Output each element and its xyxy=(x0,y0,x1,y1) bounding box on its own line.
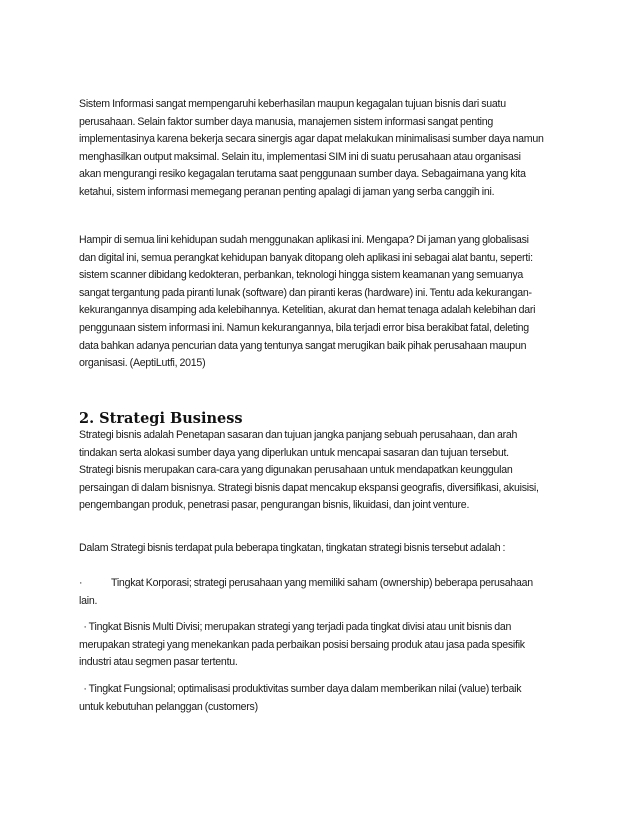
text-line: merupakan strategi yang menekankan pada perbaikan posisi bersaing produk atau jasa pada spesifik xyxy=(79,638,525,651)
text-line: Hampir di semua lini kehidupan sudah menggunakan aplikasi ini. Mengapa? Di jaman yang globalisasi xyxy=(79,234,529,246)
text-line: dan digital ini, semua perangkat kehidupan banyak ditopang oleh aplikasi ini sebagai alat bantu, seperti: xyxy=(79,251,533,264)
bullet-text: Tingkat Korporasi; strategi perusahaan yang memiliki saham (ownership) beberapa perusahaan xyxy=(111,577,533,589)
paragraph-strategi-bisnis xyxy=(79,427,569,515)
text-line: sangat tergantung pada piranti lunak (software) dan piranti keras (hardware) ini. Tentu ada kekurangan- xyxy=(79,286,532,299)
paragraph-hampir-semua-lini xyxy=(79,232,569,373)
bullet-marker: · xyxy=(79,577,83,589)
text-line: implementasinya karena bekerja secara sinergis agar dapat melakukan minimalisasi sumber daya namun xyxy=(79,133,544,146)
text-line: · Tingkat Fungsional; optimalisasi produktivitas sumber daya dalam memberikan nilai (value) terbaik xyxy=(79,683,522,695)
text-line: menghasilkan output maksimal. Selain itu, implementasi SIM ini di suatu perusahaan atau organisasi xyxy=(79,150,521,163)
text-line xyxy=(79,575,569,593)
text-line: akan mengurangi resiko kegagalan terutama saat penggunaan sumber daya. Sebagaimana yang kita xyxy=(79,168,526,181)
paragraph-sistem-informasi xyxy=(79,96,569,202)
text-line: organisasi. (AeptiLutfi, 2015) xyxy=(79,357,206,370)
text-line: Strategi bisnis merupakan cara-cara yang digunakan perusahaan untuk mendapatkan keunggulan xyxy=(79,464,513,477)
text-line: Dalam Strategi bisnis terdapat pula beberapa tingkatan, tingkatan strategi bisnis tersebut adalah : xyxy=(79,542,506,554)
text-line: penggunaan sistem informasi ini. Namun kekurangannya, bila terjadi error bisa berakibat fatal, deleting xyxy=(79,321,529,334)
text-line: Strategi bisnis adalah Penetapan sasaran dan tujuan jangka panjang sebuah perusahaan, dan arah xyxy=(79,429,518,441)
section-heading-strategi-business: 2. Strategi Business xyxy=(79,410,243,427)
text-line: perusahaan. Selain faktor sumber daya manusia, manajemen sistem informasi sangat penting xyxy=(79,115,494,128)
text-line: kekurangannya disamping ada kelebihannya. Ketelitian, akurat dan hemat tenaga adalah kelebihan dari xyxy=(79,304,536,317)
text-line: persaingan di dalam bisnisnya. Strategi bisnis dapat mencakup ekspansi geografis, diversifikasi, akuisisi, xyxy=(79,481,539,494)
text-line: untuk kebutuhan pelanggan (customers) xyxy=(79,700,258,713)
text-line: Sistem Informasi sangat mempengaruhi keberhasilan maupun kegagalan tujuan bisnis dari suatu xyxy=(79,98,506,110)
bullet-tingkat-fungsional xyxy=(79,681,569,716)
text-line: ketahui, sistem informasi memegang peranan penting apalagi di jaman yang serba canggih ini. xyxy=(79,185,495,198)
text-line: · Tingkat Bisnis Multi Divisi; merupakan strategi yang terjadi pada tingkat divisi atau unit bisnis dan xyxy=(79,621,512,633)
text-line: lain. xyxy=(79,594,98,607)
bullet-tingkat-korporasi xyxy=(79,575,569,610)
text-line: pengembangan produk, penetrasi pasar, pengurangan bisnis, likuidasi, dan joint venture. xyxy=(79,499,470,512)
bullet-tingkat-bisnis-multi-divisi xyxy=(79,619,569,672)
paragraph-tingkatan-strategi xyxy=(79,540,569,558)
text-line: data bahkan adanya pencurian data yang tentunya sangat merugikan baik pihak perusahaan maupun xyxy=(79,339,527,352)
text-line: sistem scanner dibidang kedokteran, perbankan, teknologi hingga sistem keamanan yang semuanya xyxy=(79,269,524,282)
text-line: industri atau segmen pasar tertentu. xyxy=(79,656,238,669)
text-line: tindakan serta alokasi sumber daya yang diperlukan untuk mencapai sasaran dan tujuan tersebut. xyxy=(79,446,509,459)
